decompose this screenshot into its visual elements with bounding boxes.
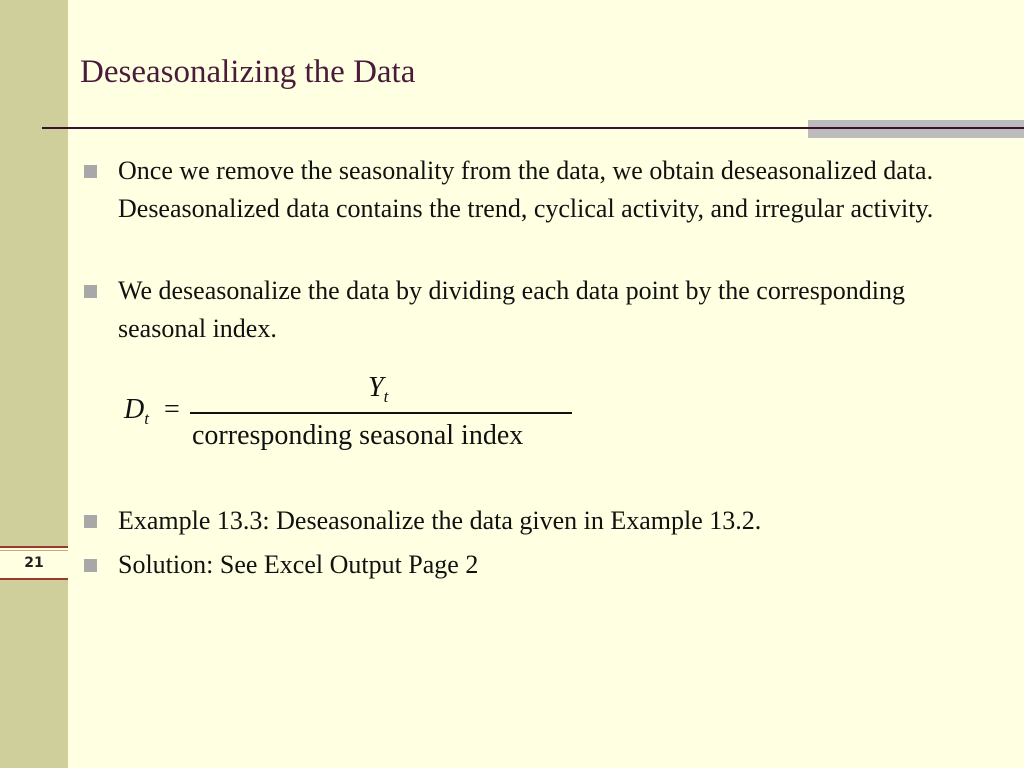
slide-number-box xyxy=(0,546,68,580)
bullet-item xyxy=(82,272,982,348)
square-bullet-icon xyxy=(82,502,118,540)
square-bullet-icon xyxy=(82,546,118,584)
square-bullet-icon xyxy=(82,272,118,310)
square-bullet-icon xyxy=(82,152,118,190)
title-accent-line xyxy=(808,127,1024,129)
formula-numerator: $Y_t$ xyxy=(368,372,389,406)
bullet-item xyxy=(82,502,982,540)
slide-number: 21 xyxy=(24,555,44,571)
bullet-item xyxy=(82,546,982,584)
bullet-text: Example 13.3: Deseasonalize the data given in Example 13.2. xyxy=(118,506,762,535)
deseasonalize-formula xyxy=(124,372,584,462)
left-band xyxy=(0,0,68,768)
slide-title: Deseasonalizing the Data xyxy=(80,54,416,90)
title-accent-bar xyxy=(808,120,1024,138)
bullet-text: Once we remove the seasonality from the data, we obtain deseasonalized data. Deseasonalized data contains the trend, cyclical activity, and irregular activity. xyxy=(118,156,934,223)
formula-equals: = xyxy=(164,394,180,425)
bullet-item xyxy=(82,152,982,228)
fraction-bar xyxy=(190,412,572,414)
bullet-text: Solution: See Excel Output Page 2 xyxy=(118,550,479,579)
bullet-text: We deseasonalize the data by dividing each data point by the corresponding seasonal index. xyxy=(118,276,906,343)
formula-lhs: $D_t$ xyxy=(124,394,149,428)
formula-denominator: corresponding seasonal index xyxy=(192,420,524,451)
